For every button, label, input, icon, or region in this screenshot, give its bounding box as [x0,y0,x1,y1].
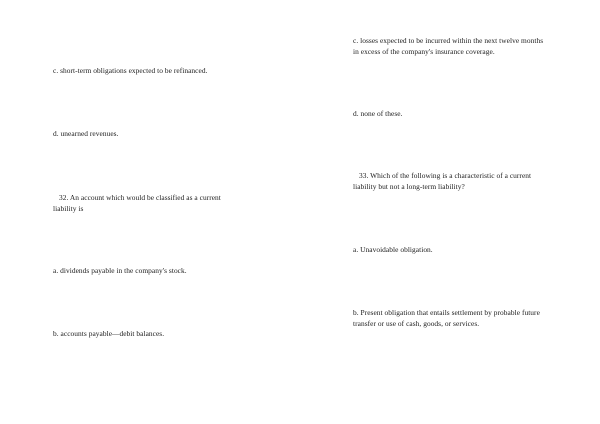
question-33-line-2: liability but not a long-term liability? [353,181,465,191]
question-32-line-2: liability is [53,203,84,213]
question-32 [53,193,221,214]
q33-option-b [353,308,540,329]
q30-option-c-line-1: c. losses expected to be incurred within the next twelve months [353,36,544,45]
q33-option-a [353,245,433,256]
question-32-line-1: 32. An account which would be classified as a current [59,193,221,202]
q31-option-d [53,129,118,140]
q32-option-b [53,329,164,340]
q31-option-c [53,66,207,77]
q30-option-d-text: d. none of these. [353,109,403,118]
q30-option-c-line-2: in excess of the company's insurance coverage. [353,46,495,56]
question-33 [353,171,531,192]
q30-option-d [353,109,403,120]
q31-option-d-text: d. unearned revenues. [53,129,119,138]
question-33-line-1: 33. Which of the following is a characteristic of a current [359,171,532,180]
q32-option-a-text: a. dividends payable in the company's stock. [53,266,187,275]
q32-option-a [53,266,187,277]
q31-option-c-text: c. short-term obligations expected to be refinanced. [53,66,208,75]
q33-option-a-text: a. Unavoidable obligation. [353,245,433,254]
q33-option-b-line-2: transfer or use of cash, goods, or services. [353,318,480,328]
q32-option-b-text: b. accounts payable—debit balances. [53,329,165,338]
q33-option-b-line-1: b. Present obligation that entails settlement by probable future [353,308,540,317]
q30-option-c [353,36,543,57]
